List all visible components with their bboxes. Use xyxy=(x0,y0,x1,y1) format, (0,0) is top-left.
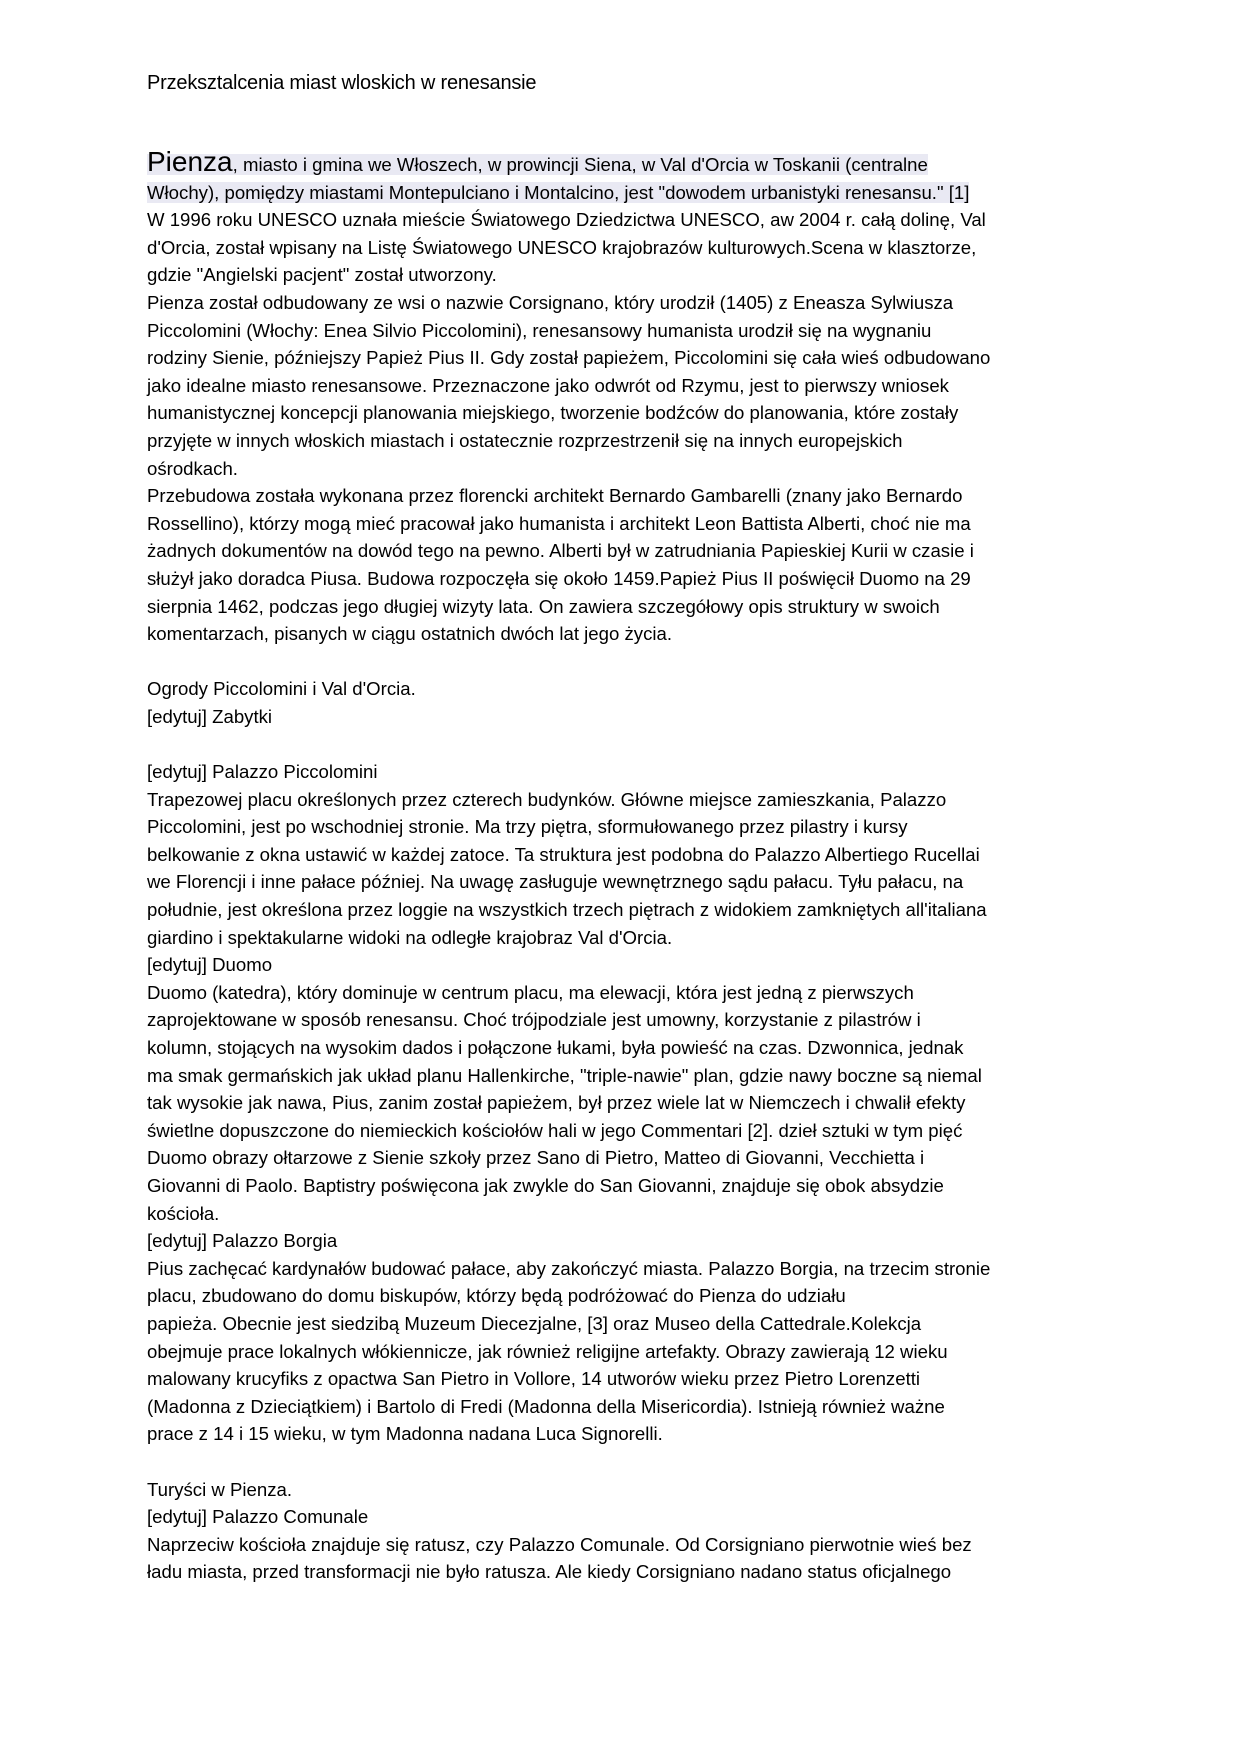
text-line-content: Pienza został odbudowany ze wsi o nazwie Corsignano, który urodził (1405) z Eneasza Sylwiusza xyxy=(147,291,954,313)
text-line-content: przyjęte w innych włoskich miastach i ostatecznie rozprzestrzenił się na innych europejskich xyxy=(147,429,903,451)
text-line xyxy=(147,1476,1097,1504)
text-line xyxy=(147,1006,1097,1034)
text-line-content: kościoła. xyxy=(147,1202,220,1224)
text-line xyxy=(147,1255,1097,1283)
text-line xyxy=(147,979,1097,1007)
text-line xyxy=(147,1282,1097,1310)
text-line xyxy=(147,1503,1097,1531)
text-line-content: Duomo (katedra), który dominuje w centrum placu, ma elewacji, która jest jedną z pierwszych xyxy=(147,981,914,1003)
text-line-content: tak wysokie jak nawa, Pius, zanim został papieżem, był przez wiele lat w Niemczech i chwalił efekty xyxy=(147,1092,966,1114)
text-line xyxy=(147,510,1097,538)
text-line-content: zaprojektowane w sposób renesansu. Choć trójpodziale jest umowny, korzystanie z pilastrów i xyxy=(147,1009,921,1031)
highlighted-lead xyxy=(147,146,928,177)
text-line xyxy=(147,924,1097,952)
text-line xyxy=(147,1393,1097,1421)
text-line-content: malowany krucyfiks z opactwa San Pietro in Vollore, 14 utworów wieku przez Pietro Lorenzetti xyxy=(147,1368,921,1390)
text-line xyxy=(147,841,1097,869)
text-line xyxy=(147,344,1097,372)
text-line-content: kolumn, stojących na wysokim dados i połączone łukami, była powieść na czas. Dzwonnica, jednak xyxy=(147,1037,964,1058)
text-line-content: we Florencji i inne pałace później. Na uwagę zasługuje wewnętrznego sądu pałacu. Tyłu pałacu, na xyxy=(147,871,964,893)
text-line-content: rodziny Sienie, późniejszy Papież Pius II. Gdy został papieżem, Piccolomini się cała wieś odbudowano xyxy=(147,347,991,369)
lead-word: Pienza xyxy=(147,146,233,177)
text-line-content: komentarzach, pisanych w ciągu ostatnich dwóch lat jego życia. xyxy=(147,623,673,645)
text-line xyxy=(147,399,1097,427)
text-line xyxy=(147,289,1097,317)
text-line-content: jako idealne miasto renesansowe. Przeznaczone jako odwrót od Rzymu, jest to pierwszy wniosek xyxy=(147,374,949,396)
text-line-content: [edytuj] Palazzo Borgia xyxy=(147,1230,338,1252)
text-line-content: placu, zbudowano do domu biskupów, którzy będą podróżować do Pienza do udziału xyxy=(147,1285,846,1307)
text-line xyxy=(147,1034,1097,1062)
text-line-content: d'Orcia, został wpisany na Listę Światowego UNESCO krajobrazów kulturowych.Scena w klasztorze, xyxy=(147,236,977,258)
text-line xyxy=(147,261,1097,289)
text-line xyxy=(147,537,1097,565)
text-line-first xyxy=(147,148,1097,179)
text-line xyxy=(147,1062,1097,1090)
text-line-content: obejmuje prace lokalnych włókiennicze, jak również religijne artefakty. Obrazy zawierają 12 wieku xyxy=(147,1340,948,1362)
text-line xyxy=(147,1310,1097,1338)
text-line-content: gdzie "Angielski pacjent" został utworzony. xyxy=(147,264,497,286)
text-line xyxy=(147,758,1097,786)
text-line-content: [edytuj] Palazzo Comunale xyxy=(147,1506,369,1528)
text-line-content: służył jako doradca Piusa. Budowa rozpoczęła się około 1459.Papież Pius II poświęcił Duomo na 29 xyxy=(147,567,971,589)
text-line-content: świetlne dopuszczone do niemieckich kościołów hali w jego Commentari [2]. dzieł sztuki w tym pięć xyxy=(147,1119,963,1141)
text-line xyxy=(147,1365,1097,1393)
text-line-content: żadnych dokumentów na dowód tego na pewno. Alberti był w zatrudniania Papieskiej Kurii w czasie i xyxy=(147,540,974,562)
text-line xyxy=(147,813,1097,841)
text-line-content: Trapezowej placu określonych przez czterech budynków. Główne miejsce zamieszkania, Palazzo xyxy=(147,788,947,810)
text-line xyxy=(147,1172,1097,1200)
text-line-content: Ogrody Piccolomini i Val d'Orcia. xyxy=(147,678,416,700)
text-line xyxy=(147,675,1097,703)
blank-line xyxy=(147,648,1097,676)
text-line xyxy=(147,868,1097,896)
text-line xyxy=(147,896,1097,924)
text-line xyxy=(147,703,1097,731)
text-line-content: Pius zachęcać kardynałów budować pałace, aby zakończyć miasta. Palazzo Borgia, na trzecim stronie xyxy=(147,1257,991,1279)
text-line xyxy=(147,620,1097,648)
text-line xyxy=(147,1338,1097,1366)
text-line xyxy=(147,482,1097,510)
text-line-content: humanistycznej koncepcji planowania miejskiego, tworzenie bodźców do planowania, które zostały xyxy=(147,402,959,424)
text-line xyxy=(147,1144,1097,1172)
text-line-content: belkowanie z okna ustawić w każdej zatoce. Ta struktura jest podobna do Palazzo Albertiego Rucellai xyxy=(147,843,980,865)
text-line: , miasto i gmina we Włoszech, w prowincji Siena, w Val d'Orcia w Toskanii (centralne xyxy=(232,154,928,175)
text-line-content: giardino i spektakularne widoki na odległe krajobraz Val d'Orcia. xyxy=(147,926,673,948)
text-line xyxy=(147,1558,1097,1586)
text-line-content: Naprzeciw kościoła znajduje się ratusz, czy Palazzo Comunale. Od Corsigniano pierwotnie wieś bez xyxy=(147,1533,972,1555)
text-line-content: [edytuj] Duomo xyxy=(147,954,273,976)
text-line xyxy=(147,1200,1097,1228)
text-line-content: W 1996 roku UNESCO uznała mieście Światowego Dziedzictwa UNESCO, aw 2004 r. całą dolinę, Val xyxy=(147,209,986,231)
blank-line xyxy=(147,730,1097,758)
text-line-content: prace z 14 i 15 wieku, w tym Madonna nadana Luca Signorelli. xyxy=(147,1423,663,1445)
text-line-content: [edytuj] Palazzo Piccolomini xyxy=(147,761,378,783)
text-line-content: Piccolomini (Włochy: Enea Silvio Piccolomini), renesansowy humanista urodził się na wygnaniu xyxy=(147,319,932,341)
text-line-content: [edytuj] Zabytki xyxy=(147,705,273,727)
text-line-content: Piccolomini, jest po wschodniej stronie. Ma trzy piętra, sformułowanego przez pilastry i kursy xyxy=(147,816,908,838)
text-line-content: Włochy), pomiędzy miastami Montepulciano i Montalcino, jest "dowodem urbanistyki renesansu." [1] xyxy=(147,181,970,203)
text-line-content: Duomo obrazy ołtarzowe z Sienie szkoły przez Sano di Pietro, Matteo di Giovanni, Vecchietta i xyxy=(147,1147,925,1169)
text-line xyxy=(147,234,1097,262)
text-line xyxy=(147,1117,1097,1145)
text-line xyxy=(147,951,1097,979)
text-line-content: papieża. Obecnie jest siedzibą Muzeum Diecezjalne, [3] oraz Museo della Cattedrale.Kolekcja xyxy=(147,1312,922,1334)
text-line-content: Rossellino), którzy mogą mieć pracował jako humanista i architekt Leon Battista Alberti, choć nie ma xyxy=(147,512,971,534)
text-line xyxy=(147,1227,1097,1255)
text-line-content: ładu miasta, przed transformacji nie było ratusza. Ale kiedy Corsigniano nadano status oficjalnego xyxy=(147,1561,952,1583)
text-line-content: sierpnia 1462, podczas jego długiej wizyty lata. On zawiera szczegółowy opis struktury w swoich xyxy=(147,595,940,617)
text-line xyxy=(147,427,1097,455)
text-line xyxy=(147,317,1097,345)
text-line-content: Przebudowa została wykonana przez florencki architekt Bernardo Gambarelli (znany jako Bernardo xyxy=(147,485,963,507)
text-line xyxy=(147,565,1097,593)
text-line-content: (Madonna z Dzieciątkiem) i Bartolo di Fredi (Madonna della Misericordia). Istnieją również ważne xyxy=(147,1395,945,1417)
text-line xyxy=(147,179,1097,207)
text-line-content: południe, jest określona przez loggie na wszystkich trzech piętrach z widokiem zamkniętych all'italiana xyxy=(147,899,987,921)
text-line-content: Turyści w Pienza. xyxy=(147,1478,293,1500)
text-line xyxy=(147,455,1097,483)
blank-line xyxy=(147,1448,1097,1476)
text-line-content: Giovanni di Paolo. Baptistry poświęcona jak zwykle do San Giovanni, znajduje się obok absydzie xyxy=(147,1174,944,1196)
text-line xyxy=(147,1089,1097,1117)
document-body xyxy=(147,148,1097,1586)
text-line xyxy=(147,1531,1097,1559)
text-line xyxy=(147,1420,1097,1448)
document-title: Przeksztalcenia miast wloskich w renesansie xyxy=(147,72,537,94)
text-line-content: ośrodkach. xyxy=(147,457,238,479)
text-line-content: ma smak germańskich jak układ planu Hallenkirche, "triple-nawie" plan, gdzie nawy boczne są niemal xyxy=(147,1064,982,1086)
text-line xyxy=(147,372,1097,400)
text-line xyxy=(147,786,1097,814)
text-line xyxy=(147,206,1097,234)
text-line xyxy=(147,593,1097,621)
